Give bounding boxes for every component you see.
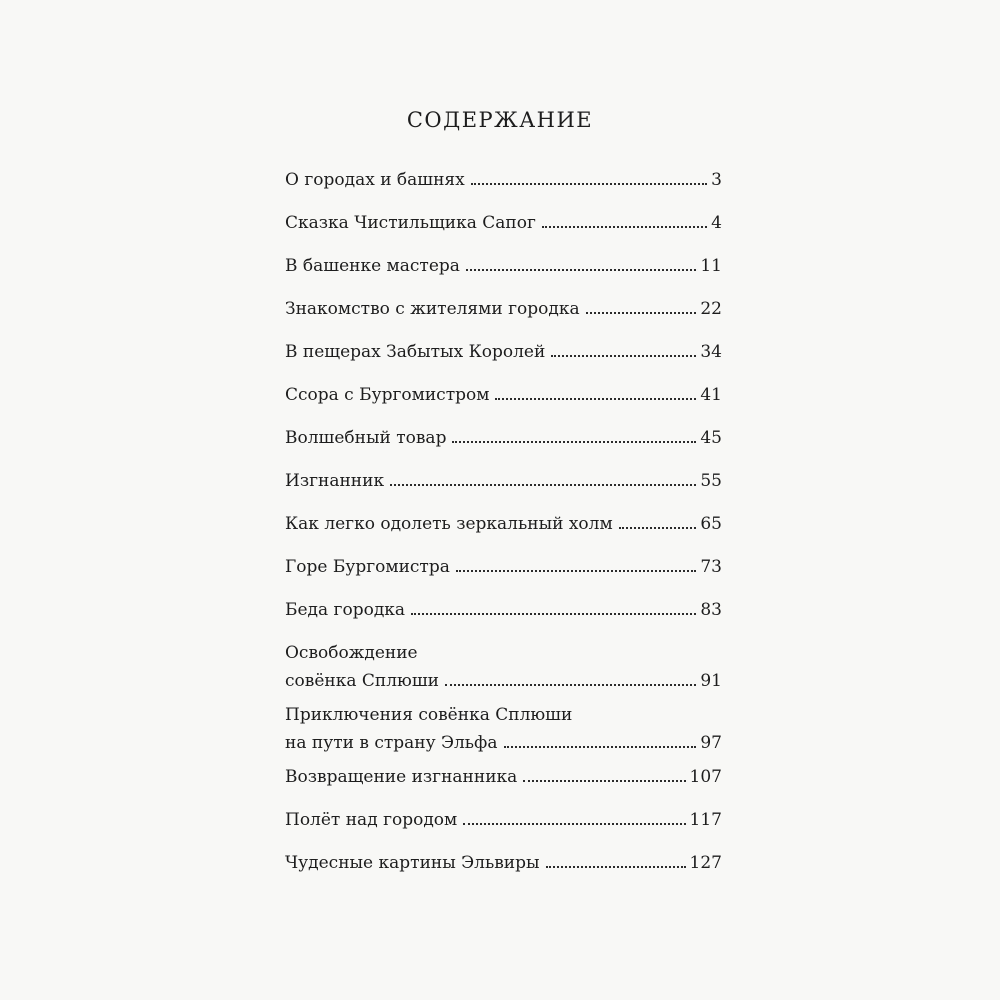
toc-entry-title: Сказка Чистильщика Сапог (285, 213, 536, 233)
toc-entry-line (285, 667, 722, 695)
toc-entry-page-number: 65 (700, 514, 722, 534)
toc-entry (285, 639, 722, 695)
toc-entry-line (285, 381, 722, 409)
toc-entry (285, 701, 722, 757)
toc-entry-title: Полёт над городом (285, 810, 458, 830)
toc-entry-line (285, 209, 722, 237)
dot-leader (452, 440, 696, 443)
toc-entry (285, 849, 722, 877)
toc-entry (285, 295, 722, 323)
toc-entry-line (285, 849, 722, 877)
toc-entry-page-number: 3 (711, 170, 722, 190)
toc-entry-line (285, 596, 722, 624)
toc-entry-page-number: 127 (689, 853, 722, 873)
toc-entry-page-number: 4 (711, 213, 722, 233)
toc-entry (285, 166, 722, 194)
dot-leader (546, 865, 686, 868)
dot-leader (551, 354, 696, 357)
toc-entry-title: Изгнанник (285, 471, 385, 491)
toc-entry-line (285, 338, 722, 366)
toc-entry-page-number: 73 (700, 557, 722, 577)
toc-entry (285, 553, 722, 581)
dot-leader (390, 483, 696, 486)
toc-entry-title: на пути в страну Эльфа (285, 733, 498, 753)
toc-entry-title: В пещерах Забытых Королей (285, 342, 546, 362)
toc-entry (285, 596, 722, 624)
dot-leader (586, 311, 697, 314)
toc-entry-title: В башенке мастера (285, 256, 460, 276)
toc-entry-line (285, 806, 722, 834)
toc-entry (285, 467, 722, 495)
toc-entry-title: Горе Бургомистра (285, 557, 450, 577)
toc-entry (285, 338, 722, 366)
toc-entry (285, 381, 722, 409)
toc-entry-title: Беда городка (285, 600, 406, 620)
dot-leader (619, 526, 697, 529)
toc-entry-line (285, 510, 722, 538)
toc-entry-title-line: Приключения совёнка Сплюши (285, 705, 573, 725)
toc-entry (285, 510, 722, 538)
toc-entry-page-number: 117 (689, 810, 722, 830)
toc-entry-title-line: Освобождение (285, 643, 418, 663)
toc-entry-title: совёнка Сплюши (285, 671, 439, 691)
toc-entry-line (285, 295, 722, 323)
toc-entry (285, 763, 722, 791)
toc-entry-line (285, 424, 722, 452)
toc-entry-page-number: 83 (700, 600, 722, 620)
toc-entry-title: Знакомство с жителями городка (285, 299, 580, 319)
toc-entry-page-number: 107 (689, 767, 722, 787)
toc-entry-page-number: 41 (700, 385, 722, 405)
toc-entry-page-number: 91 (700, 671, 722, 691)
toc-entry (285, 252, 722, 280)
toc-entry-page-number: 34 (700, 342, 722, 362)
dot-leader (411, 612, 696, 615)
toc-entry-title: О городах и башнях (285, 170, 465, 190)
toc-entry-title: Ссора с Бургомистром (285, 385, 490, 405)
toc-entry-page-number: 45 (700, 428, 722, 448)
toc-entry-line (285, 166, 722, 194)
dot-leader (523, 779, 685, 782)
page-title: СОДЕРЖАНИЕ (406, 108, 594, 132)
toc-entry-title: Волшебный товар (285, 428, 447, 448)
dot-leader (495, 397, 696, 400)
dot-leader (542, 225, 707, 228)
toc-entry-title: Чудесные картины Эльвиры (285, 853, 540, 873)
toc-entry-line (285, 553, 722, 581)
toc-entry-title: Возвращение изгнанника (285, 767, 518, 787)
toc-entry (285, 209, 722, 237)
toc-entry-page-number: 11 (700, 256, 722, 276)
dot-leader (445, 683, 696, 686)
dot-leader (504, 745, 697, 748)
toc-entry-line (285, 467, 722, 495)
dot-leader (463, 822, 685, 825)
dot-leader (456, 569, 697, 572)
toc-entry-page-number: 22 (700, 299, 722, 319)
dot-leader (466, 268, 696, 271)
toc-entry (285, 806, 722, 834)
toc-entry (285, 424, 722, 452)
toc-entry-title: Как легко одолеть зеркальный холм (285, 514, 613, 534)
toc-entry-line (285, 763, 722, 791)
toc-entry-line (285, 252, 722, 280)
toc-entry-page-number: 97 (700, 733, 722, 753)
dot-leader (471, 182, 707, 185)
toc-entry-page-number: 55 (700, 471, 722, 491)
toc-entry-line (285, 729, 722, 757)
